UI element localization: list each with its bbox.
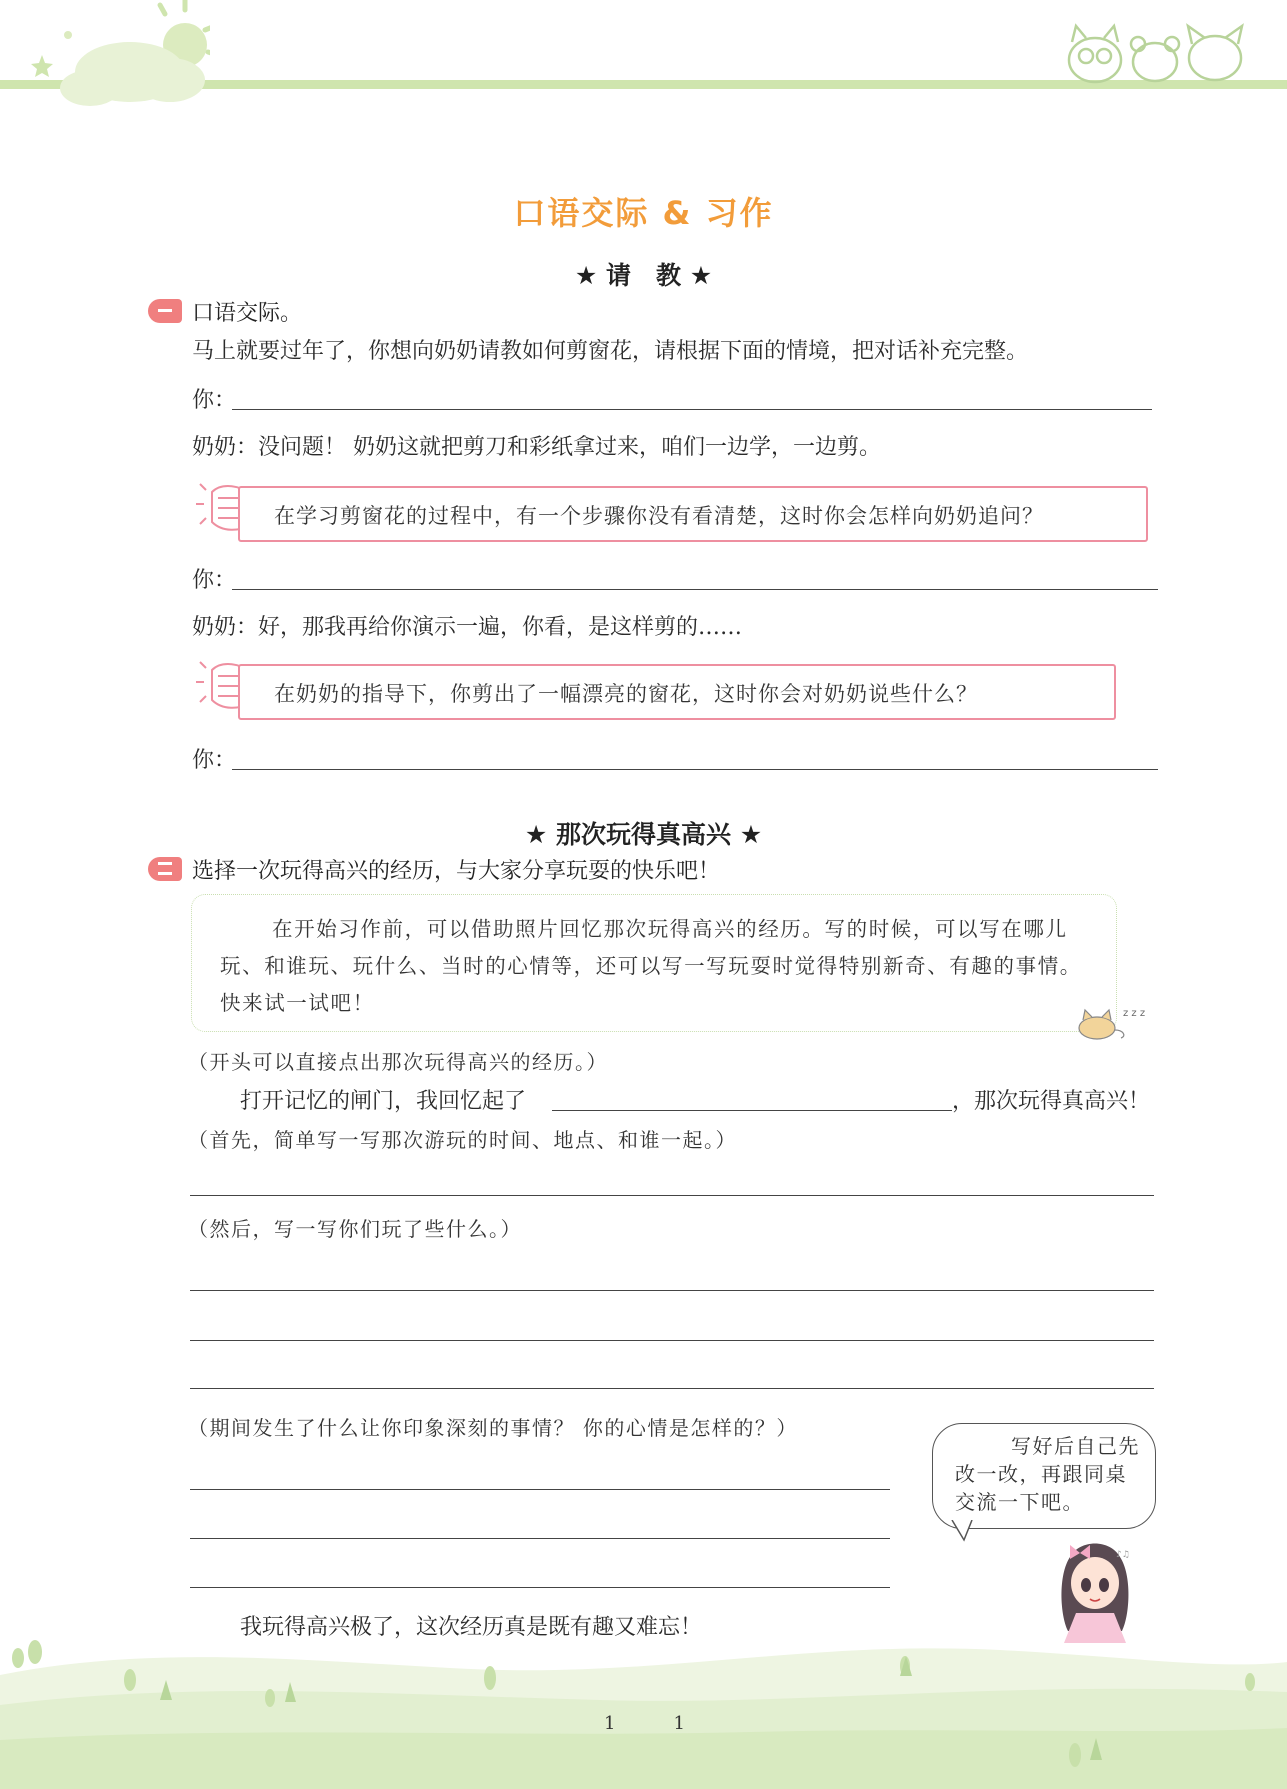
prompt-first: （首先，简单写一写那次游玩的时间、地点、和谁一起。） [188, 1128, 737, 1152]
opening-blank-line[interactable] [552, 1110, 952, 1111]
closing-sentence: 我玩得高兴极了，这次经历真是既有趣又难忘！ [240, 1615, 703, 1640]
section1-number-badge [148, 299, 182, 323]
section2-heading: 选择一次玩得高兴的经历，与大家分享玩耍的快乐吧！ [192, 859, 721, 884]
you-label-2: 你： [192, 568, 237, 593]
section2-number-badge [148, 857, 182, 881]
sun-cloud-icon [20, 0, 210, 115]
tip-text: 在开始习作前，可以借助照片回忆那次玩得高兴的经历。写的时候，可以写在哪儿玩、和谁玩、玩什么、当时的心情等，还可以写一写玩耍时觉得特别新奇、有趣的事情。快来试一试吧！ [220, 917, 1082, 1015]
writing-line[interactable] [190, 1538, 890, 1539]
prompt-during: （期间发生了什么让你印象深刻的事情？ 你的心情是怎样的？） [188, 1416, 798, 1440]
opening-sentence-end: ，那次玩得真高兴！ [952, 1089, 1151, 1114]
answer-line-3[interactable] [232, 769, 1158, 770]
answer-line-2[interactable] [232, 589, 1158, 590]
hills-background [0, 1620, 1287, 1789]
opening-sentence-start: 打开记忆的闸门，我回忆起了 [240, 1089, 527, 1114]
writing-line[interactable] [190, 1195, 1154, 1196]
hint-text-1: 在学习剪窗花的过程中，有一个步骤你没有看清楚，这时你会怎样向奶奶追问？ [274, 504, 1044, 528]
writing-line[interactable] [190, 1340, 1154, 1341]
speech-bubble [932, 1423, 1156, 1529]
section1-heading: 口语交际。 [192, 301, 303, 326]
hint-box-2 [238, 664, 1116, 720]
hint-text-2: 在奶奶的指导下，你剪出了一幅漂亮的窗花，这时你会对奶奶说些什么？ [274, 682, 978, 706]
svg-text:♪♫: ♪♫ [1116, 1550, 1130, 1560]
hint-box-1 [238, 486, 1148, 542]
sleeping-cat-icon [1075, 1002, 1145, 1042]
section1-subtitle: ★ 请 教 ★ [574, 261, 713, 290]
page-number: 11 [604, 1713, 743, 1734]
bubble-tail-icon [950, 1520, 976, 1542]
you-label-3: 你： [192, 748, 237, 773]
writing-line[interactable] [190, 1388, 1154, 1389]
grandma-line-2: 奶奶：好，那我再给你演示一遍，你看，是这样剪的…… [192, 615, 743, 640]
svg-text:z z z: z z z [1123, 1008, 1145, 1019]
page-title: 口语交际 & 习作 [513, 194, 774, 232]
prompt-opening: （开头可以直接点出那次玩得高兴的经历。） [188, 1050, 608, 1074]
animal-faces-icon [1060, 20, 1260, 85]
section1-intro: 马上就要过年了，你想向奶奶请教如何剪窗花，请根据下面的情境，把对话补充完整。 [192, 339, 1029, 364]
grandma-line-1: 奶奶：没问题！ 奶奶这就把剪刀和彩纸拿过来，咱们一边学，一边剪。 [192, 435, 881, 460]
you-label-1: 你： [192, 388, 237, 413]
writing-line[interactable] [190, 1290, 1154, 1291]
tip-box [191, 894, 1117, 1032]
writing-line[interactable] [190, 1587, 890, 1588]
section2-subtitle: ★ 那次玩得真高兴 ★ [524, 820, 763, 849]
answer-line-1[interactable] [232, 409, 1152, 410]
writing-line[interactable] [190, 1489, 890, 1490]
bubble-text: 写好后自己先改一改，再跟同桌交流一下吧。 [955, 1434, 1140, 1514]
prompt-then: （然后，写一写你们玩了些什么。） [188, 1217, 522, 1241]
